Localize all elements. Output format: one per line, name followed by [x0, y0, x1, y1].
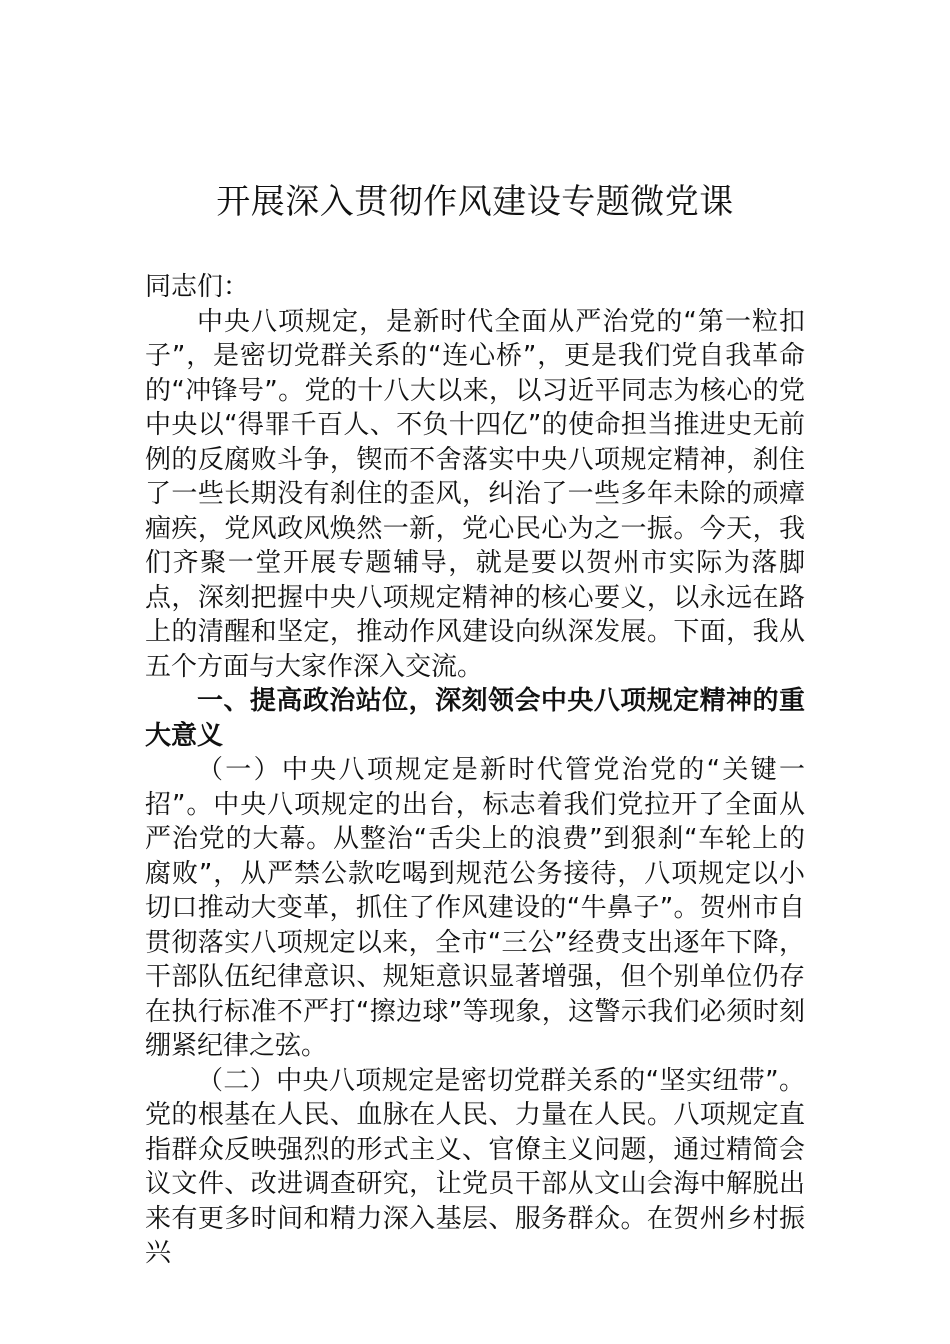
document-body — [145, 270, 805, 1271]
subsection-paragraph-1: （一）中央八项规定是新时代管党治党的“关键一招”。中央八项规定的出台，标志着我们党拉开了全面从严治党的大幕。从整治“舌尖上的浪费”到狠刹“车轮上的腐败”，从严禁公款吃喝到规范公务接待，八项规定以小切口推动大变革，抓住了作风建设的“牛鼻子”。贺州市自贯彻落实八项规定以来，全市“三公”经费支出逐年下降，干部队伍纪律意识、规矩意识显著增强，但个别单位仍存在执行标准不严打“擦边球”等现象，这警示我们必须时刻绷紧纪律之弦。 — [145, 755, 805, 1061]
subsection-paragraph-2: （二）中央八项规定是密切党群关系的“坚实纽带”。党的根基在人民、血脉在人民、力量在人民。八项规定直指群众反映强烈的形式主义、官僚主义问题，通过精简会议文件、改进调查研究，让党员干部从文山会海中解脱出来有更多时间和精力深入基层、服务群众。在贺州乡村振兴 — [145, 1065, 805, 1268]
document-title: 开展深入贯彻作风建设专题微党课 — [216, 182, 734, 222]
salutation: 同志们： — [145, 272, 250, 302]
intro-paragraph: 中央八项规定，是新时代全面从严治党的“第一粒扣子”，是密切党群关系的“连心桥”，更是我们党自我革命的“冲锋号”。党的十八大以来，以习近平同志为核心的党中央以“得罪千百人、不负十四亿”的使命担当推进史无前例的反腐败斗争，锲而不舍落实中央八项规定精神，刹住了一些长期没有刹住的歪风，纠治了一些多年未除的顽瘴痼疾，党风政风焕然一新，党心民心为之一振。今天，我们齐聚一堂开展专题辅导，就是要以贺州市实际为落脚点，深刻把握中央八项规定精神的核心要义，以永远在路上的清醒和坚定，推动作风建设向纵深发展。下面，我从五个方面与大家作深入交流。 — [145, 306, 805, 682]
section-heading-1: 一、提高政治站位，深刻领会中央八项规定精神的重大意义 — [145, 686, 805, 751]
